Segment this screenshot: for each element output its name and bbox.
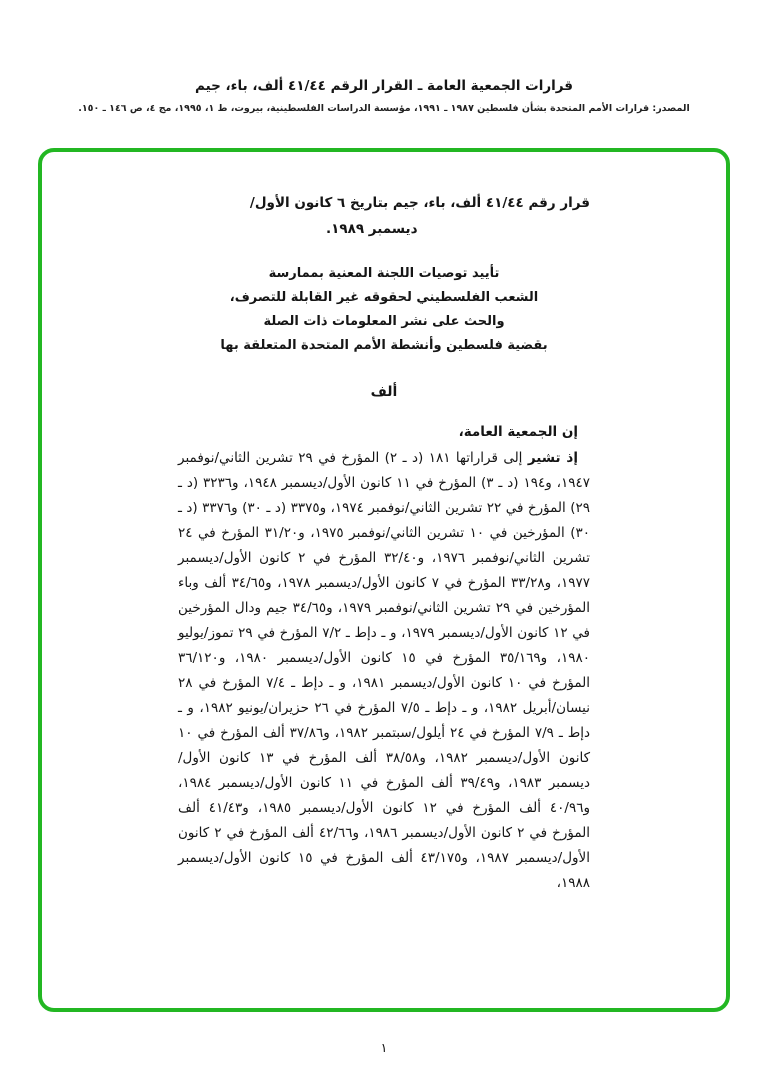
resolution-content bbox=[178, 190, 590, 896]
resolution-title-line-1: تأييد توصيات اللجنة المعنية بممارسة bbox=[268, 266, 500, 281]
page-header bbox=[0, 0, 768, 114]
resolution-title-line-2: الشعب الفلسطيني لحقوقه غير القابلة للتصرف، bbox=[229, 290, 539, 305]
resolution-title bbox=[178, 262, 590, 358]
resolution-title-line-4: بقضية فلسطين وأنشطة الأمم المتحدة المتعلقة بها bbox=[220, 338, 548, 353]
opening-line: إن الجمعية العامة، bbox=[458, 424, 578, 440]
resolution-heading bbox=[249, 190, 590, 242]
source-citation: المصدر: قرارات الأمم المتحدة بشأن فلسطين ١٩٨٧ ـ ١٩٩١، مؤسسة الدراسات الفلسطينية، بيروت، ط ١، ١٩٩٥، مج ٤، ص ١٤٦ ـ ١٥٠. bbox=[78, 103, 690, 114]
section-letter: ألف bbox=[370, 384, 398, 400]
body-lead-phrase: إذ تشير bbox=[527, 450, 578, 466]
page-number: ١ bbox=[380, 1040, 388, 1055]
resolution-heading-line-1: قرار رقم ٤١/٤٤ ألف، باء، جيم بتاريخ ٦ كانون الأول/ bbox=[249, 195, 590, 211]
resolution-title-line-3: والحث على نشر المعلومات ذات الصلة bbox=[263, 314, 505, 329]
resolution-body bbox=[178, 446, 590, 896]
page-title: قرارات الجمعية العامة ـ القرار الرقم ٤١/٤٤ ألف، باء، جيم bbox=[195, 78, 573, 94]
resolution-heading-line-2: ديسمبر ١٩٨٩. bbox=[326, 221, 418, 237]
body-text: إلى قراراتها ١٨١ (د ـ ٢) المؤرخ في ٢٩ تشرين الثاني/نوفمبر ١٩٤٧، و١٩٤ (د ـ ٣) المؤرخ في ١١ كانون الأول/ديسمبر ١٩٤٨، و٣٢٣٦ (د ـ ٢٩) المؤرخ في ٢٢ تشرين الثاني/نوفمبر ١٩٧٤، و٣٣٧٥ (د ـ ٣٠) و٣٣٧٦ (د ـ ٣٠) المؤرخين في ١٠ تشرين الثاني/نوفمبر ١٩٧٥، و٣١/٢٠ المؤرخ في ٢٤ تشرين الثاني/نوفمبر ١٩٧٦، و٣٢/٤٠ المؤرخ في ٢ كانون الأول/ديسمبر ١٩٧٧، و٣٣/٢٨ المؤرخ في ٧ كانون الأول/ديسمبر ١٩٧٨، و٣٤/٦٥ ألف وباء المؤرخين في ٢٩ تشرين الثاني/نوفمبر ١٩٧٩، و٣٤/٦٥ جيم ودال المؤرخين في ١٢ كانون الأول/ديسمبر ١٩٧٩، و ـ دإط ـ ٧/٢ المؤرخ في ٢٩ تموز/يوليو ١٩٨٠، و٣٥/١٦٩ المؤرخ في ١٥ كانون الأول/ديسمبر ١٩٨٠، و٣٦/١٢٠ المؤرخ في ١٠ كانون الأول/ديسمبر ١٩٨١، و ـ دإط ـ ٧/٤ المؤرخ في ٢٨ نيسان/أبريل ١٩٨٢، و ـ دإط ـ ٧/٥ المؤرخ في ٢٦ حزيران/يونيو ١٩٨٢، و ـ دإط ـ ٧/٩ المؤرخ في ٢٤ أيلول/سبتمبر ١٩٨٢، و٣٧/٨٦ ألف المؤرخ في ١٠ كانون الأول/ديسمبر ١٩٨٢، و٣٨/٥٨ ألف المؤرخ في ١٣ كانون الأول/ديسمبر ١٩٨٣، و٣٩/٤٩ ألف المؤرخ في ١١ كانون الأول/ديسمبر ١٩٨٤، و٤٠/٩٦ ألف المؤرخ في ١٢ كانون الأول/ديسمبر ١٩٨٥، و٤١/٤٣ ألف المؤرخ في ٢ كانون الأول/ديسمبر ١٩٨٦، و٤٢/٦٦ ألف المؤرخ في ٢ كانون الأول/ديسمبر ١٩٨٧، و٤٣/١٧٥ ألف المؤرخ في ١٥ كانون الأول/ديسمبر ١٩٨٨، bbox=[178, 450, 591, 891]
resolution-frame bbox=[38, 148, 730, 1012]
